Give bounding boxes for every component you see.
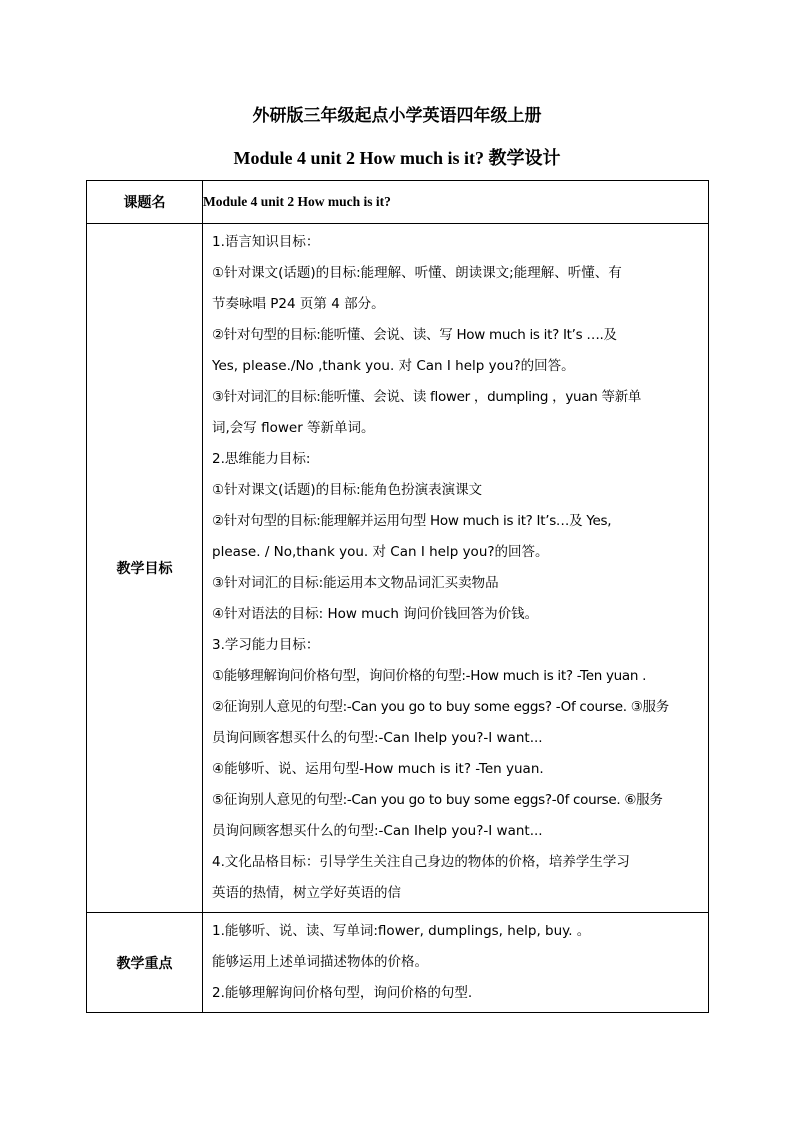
keypoints-line: 能够运用上述单词描述物体的价格。 [212, 954, 428, 970]
table-row-topic [87, 181, 709, 224]
table-row-keypoints [87, 913, 709, 1013]
lesson-plan-table [86, 180, 709, 1013]
objectives-line: 3.学习能力目标： [212, 637, 320, 653]
objectives-line: ①针对课文(话题)的目标:能理解、听懂、朗读课文;能理解、听懂、有 [212, 265, 622, 281]
document-title: 外研版三年级起点小学英语四年级上册 [252, 106, 542, 126]
keypoints-label: 教学重点 [87, 913, 203, 1013]
objectives-line: please. / No,thank you. 对 Can I help you?的回答。 [212, 544, 549, 560]
objectives-line: 节奏咏唱 P24 页第 4 部分。 [212, 296, 385, 312]
keypoints-line: 1.能够听、说、读、写单词:flower, dumplings, help, buy. 。 [212, 923, 591, 939]
objectives-line: ②针对句型的目标:能理解并运用句型 How much is it? It’s…及 Yes, [212, 513, 612, 529]
objectives-line: 员询问顾客想买什么的句型:-Can Ihelp you?-I want... [212, 823, 543, 839]
objectives-line: 4.文化品格目标：引导学生关注自己身边的物体的价格，培养学生学习 [212, 854, 630, 870]
objectives-line: ③针对词汇的目标:能运用本文物品词汇买卖物品 [212, 575, 499, 591]
objectives-line: ①能够理解询问价格句型，询问价格的句型:-How much is it? -Ten yuan . [212, 668, 647, 684]
objectives-line: ④能够听、说、运用句型-How much is it? -Ten yuan. [212, 761, 544, 777]
objectives-line: 英语的热情，树立学好英语的信 [212, 885, 401, 901]
keypoints-line: 2.能够理解询问价格句型，询问价格的句型. [212, 985, 473, 1001]
keypoints-content [203, 913, 709, 1013]
objectives-line: ⑤征询别人意见的句型:-Can you go to buy some eggs?-0f course. ⑥服务 [212, 792, 663, 808]
objectives-line: ④针对语法的目标: How much 询问价钱回答为价钱。 [212, 606, 539, 622]
objectives-label: 教学目标 [87, 224, 203, 913]
objectives-content [203, 224, 709, 913]
document-subtitle: Module 4 unit 2 How much is it? 教学设计 [233, 148, 561, 168]
topic-label: 课题名 [87, 181, 203, 224]
objectives-line: ①针对课文(话题)的目标:能角色扮演表演课文 [212, 482, 483, 498]
objectives-line: Yes, please./No ,thank you. 对 Can I help you?的回答。 [212, 358, 575, 374]
objectives-line: 词,会写 flower 等新单词。 [212, 420, 375, 436]
objectives-line: 1.语言知识目标： [212, 234, 320, 250]
table-row-objectives [87, 224, 709, 913]
objectives-line: ②针对句型的目标:能听懂、会说、读、写 How much is it? It’s ….及 [212, 327, 617, 343]
objectives-line: ②征询别人意见的句型:-Can you go to buy some eggs? -Of course. ③服务 [212, 699, 669, 715]
objectives-line: 员询问顾客想买什么的句型:-Can Ihelp you?-I want... [212, 730, 543, 746]
objectives-line: ③针对词汇的目标:能听懂、会说、读 flower ，dumpling ，yuan 等新单 [212, 389, 642, 405]
topic-value: Module 4 unit 2 How much is it? [203, 181, 709, 224]
objectives-line: 2.思维能力目标: [212, 451, 311, 467]
